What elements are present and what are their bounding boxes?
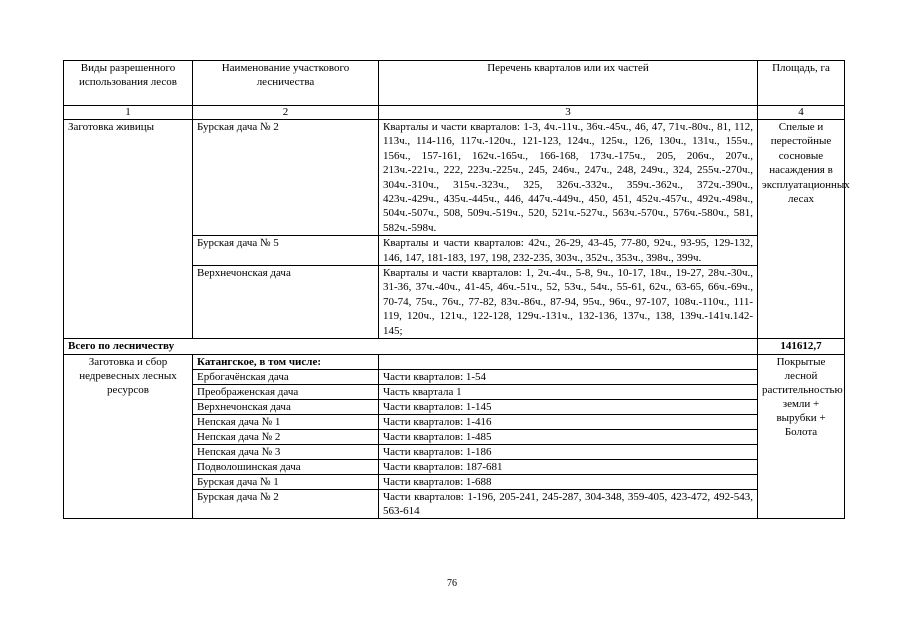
column-number-row xyxy=(64,106,845,120)
page-number: 76 xyxy=(447,578,457,589)
forestry-name-cell: Преображенская дача xyxy=(193,384,379,399)
quarters-cell: Части кварталов: 1-688 xyxy=(379,474,758,489)
forestry-name-cell: Непская дача № 3 xyxy=(193,444,379,459)
quarters-cell: Части кварталов: 1-186 xyxy=(379,444,758,459)
total-row xyxy=(64,339,845,354)
use-type-cell: Заготовка живицы xyxy=(64,120,193,339)
quarters-cell: Кварталы и части кварталов: 42ч., 26-29, 43-45, 77-80, 92ч., 93-95, 129-132, 146, 147, 181-183, 197, 198, 232-235, 303ч., 352ч., 353ч., 398ч., 399ч. xyxy=(379,236,758,266)
column-number: 4 xyxy=(758,106,845,120)
area-cell: Покрытые лесной растительностью земли + вырубки + Болота xyxy=(758,354,845,518)
use-type-cell: Заготовка и сбор недревесных лесных ресурсов xyxy=(64,354,193,518)
quarters-cell xyxy=(379,354,758,369)
quarters-cell: Части кварталов: 187-681 xyxy=(379,459,758,474)
group-title-cell: Катангское, в том числе: xyxy=(193,354,379,369)
quarters-cell: Части кварталов: 1-485 xyxy=(379,429,758,444)
forestry-name-cell: Бурская дача № 2 xyxy=(193,489,379,518)
forestry-name-cell: Непская дача № 2 xyxy=(193,429,379,444)
forestry-name-cell: Ербогачёнская дача xyxy=(193,369,379,384)
quarters-cell: Части кварталов: 1-196, 205-241, 245-287, 304-348, 359-405, 423-472, 492-543, 563-614 xyxy=(379,489,758,518)
header-quarters-list: Перечень кварталов или их частей xyxy=(379,61,758,106)
quarters-cell: Части кварталов: 1-54 xyxy=(379,369,758,384)
header-area: Площадь, га xyxy=(758,61,845,106)
header-forestry-name: Наименование участкового лесничества xyxy=(193,61,379,106)
forestry-name-cell: Бурская дача № 5 xyxy=(193,236,379,266)
total-value: 141612,7 xyxy=(758,339,845,354)
area-cell: Спелые и перестойные сосновые насаждения в эксплуатационных лесах xyxy=(758,120,845,339)
quarters-cell: Кварталы и части кварталов: 1, 2ч.-4ч., 5-8, 9ч., 10-17, 18ч., 19-27, 28ч.-30ч., 31-36, 37ч.-40ч., 41-45, 46ч.-51ч., 52, 53ч., 54ч., 55-61, 62ч., 63-65, 66ч.-69ч., 70-74, 75ч., 76ч., 77-82, 83ч.-86ч., 87-94, 95ч., 96ч., 97-107, 108ч.-110ч., 111-119, 120ч., 121ч., 122-128, 129ч.-131ч., 132-136, 137ч., 138, 139ч.-141ч.142-145; xyxy=(379,266,758,339)
total-label: Всего по лесничеству xyxy=(64,339,758,354)
header-row xyxy=(64,61,845,106)
quarters-cell: Кварталы и части кварталов: 1-3, 4ч.-11ч., 36ч.-45ч., 46, 47, 71ч.-80ч., 81, 112, 113ч., 114-116, 117ч.-120ч., 121-123, 124ч., 125ч., 126, 130ч., 131ч., 155ч., 156ч., 157-161, 162ч.-165ч., 166-168, 173ч.-175ч., 205, 206ч., 207ч., 213ч.-221ч., 222, 223ч.-225ч., 245, 246ч., 247ч., 248, 249ч., 324, 255ч.-270ч., 304ч.-310ч., 315ч.-323ч., 325, 326ч.-332ч., 359ч.-362ч., 372ч.-390ч., 423ч.-429ч., 435ч.-445ч., 446, 447ч.-449ч., 450, 451, 452ч.-457ч., 492ч.-498ч., 504ч.-507ч., 508, 509ч.-519ч., 520, 521ч.-527ч., 563ч.-570ч., 576ч.-580ч., 581, 582ч.-598ч. xyxy=(379,120,758,236)
forestry-name-cell: Бурская дача № 1 xyxy=(193,474,379,489)
forestry-name-cell: Верхнечонская дача xyxy=(193,266,379,339)
forestry-name-cell: Подволошинская дача xyxy=(193,459,379,474)
forest-use-table xyxy=(63,60,850,519)
table-row xyxy=(64,120,845,236)
forestry-name-cell: Верхнечонская дача xyxy=(193,399,379,414)
forestry-name-cell: Непская дача № 1 xyxy=(193,414,379,429)
column-number: 3 xyxy=(379,106,758,120)
quarters-cell: Части кварталов: 1-416 xyxy=(379,414,758,429)
column-number: 2 xyxy=(193,106,379,120)
table-row xyxy=(64,354,845,369)
column-number: 1 xyxy=(64,106,193,120)
forestry-name-cell: Бурская дача № 2 xyxy=(193,120,379,236)
header-use-type: Виды разрешенного использования лесов xyxy=(64,61,193,106)
quarters-cell: Части кварталов: 1-145 xyxy=(379,399,758,414)
quarters-cell: Часть квартала 1 xyxy=(379,384,758,399)
